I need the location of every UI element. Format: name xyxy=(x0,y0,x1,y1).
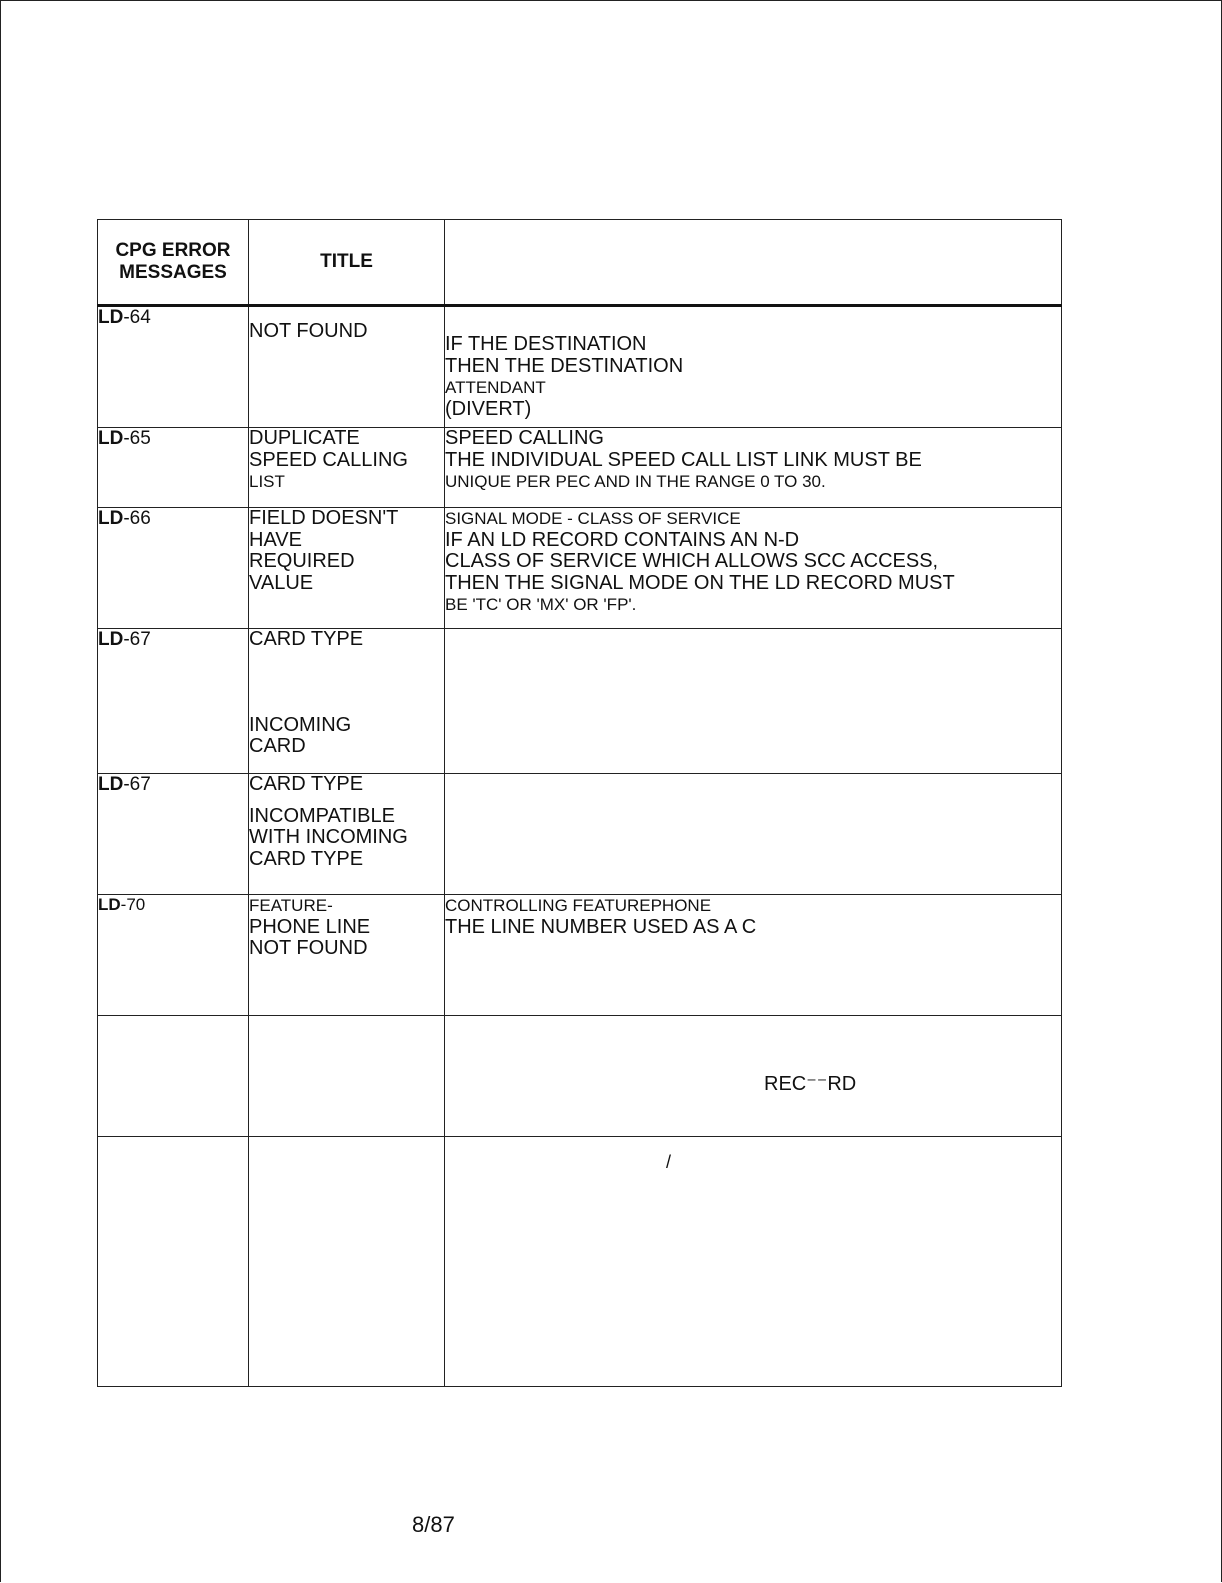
error-description xyxy=(445,774,1062,895)
error-description xyxy=(445,1137,1062,1387)
header-cpg-error-messages: CPG ERROR MESSAGES xyxy=(98,220,249,306)
error-code xyxy=(98,1137,249,1387)
error-title: FEATURE- PHONE LINE NOT FOUND xyxy=(249,895,445,1016)
error-messages-table xyxy=(97,219,1062,1387)
table-row xyxy=(98,428,1062,508)
table-row xyxy=(98,629,1062,774)
record-fragment-text: REC⁻⁻RD xyxy=(764,1073,857,1095)
error-code: LD-66 xyxy=(98,508,249,629)
table-row xyxy=(98,1137,1062,1387)
error-title xyxy=(249,1137,445,1387)
error-title: CARD TYPE INCOMING CARD xyxy=(249,629,445,774)
table-header-row xyxy=(98,220,1062,306)
error-code: LD-64 xyxy=(98,306,249,428)
error-description: IF THE DESTINATION THEN THE DESTINATION ATTENDANT (DIVERT) xyxy=(445,306,1062,428)
error-code: LD-67 xyxy=(98,629,249,774)
error-code xyxy=(98,1016,249,1137)
page-number: 8/87 xyxy=(412,1512,455,1537)
error-description xyxy=(445,1016,1062,1137)
error-description xyxy=(445,629,1062,774)
header-title: TITLE xyxy=(249,220,445,306)
error-code: LD-67 xyxy=(98,774,249,895)
error-title: CARD TYPE INCOMPATIBLE WITH INCOMING CARD TYPE xyxy=(249,774,445,895)
table-row xyxy=(98,1016,1062,1137)
table-row xyxy=(98,895,1062,1016)
error-description: SIGNAL MODE - CLASS OF SERVICE IF AN LD RECORD CONTAINS AN N-D CLASS OF SERVICE WHICH ALLOWS SCC ACCESS, THEN THE SIGNAL MODE ON THE LD RECORD MUST BE 'TC' OR 'MX' OR 'FP'. xyxy=(445,508,1062,629)
header-description xyxy=(445,220,1062,306)
error-title: NOT FOUND xyxy=(249,306,445,428)
table-row xyxy=(98,306,1062,428)
error-code: LD-70 xyxy=(98,895,249,1016)
slash-fragment-text: / xyxy=(666,1152,672,1172)
table-row xyxy=(98,508,1062,629)
error-code: LD-65 xyxy=(98,428,249,508)
error-description: SPEED CALLING THE INDIVIDUAL SPEED CALL LIST LINK MUST BE UNIQUE PER PEC AND IN THE RANGE 0 TO 30. xyxy=(445,428,1062,508)
error-description: CONTROLLING FEATUREPHONE THE LINE NUMBER USED AS A C xyxy=(445,895,1062,1016)
error-title: FIELD DOESN'T HAVE REQUIRED VALUE xyxy=(249,508,445,629)
error-title xyxy=(249,1016,445,1137)
table-row xyxy=(98,774,1062,895)
error-title: DUPLICATE SPEED CALLING LIST xyxy=(249,428,445,508)
